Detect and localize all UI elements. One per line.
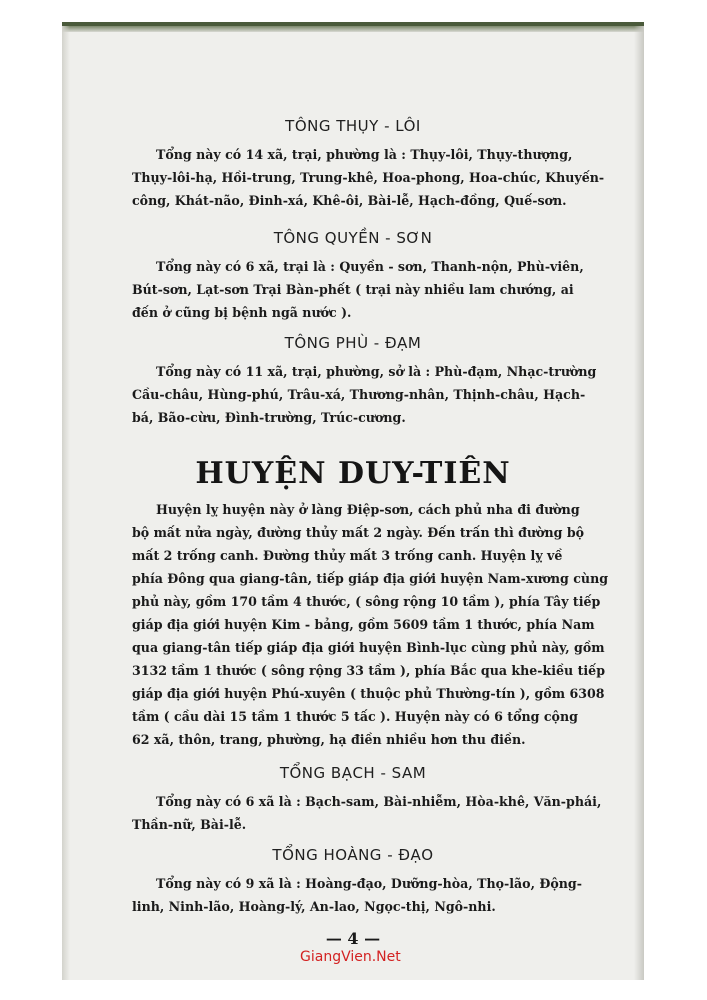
paragraph-line: 62 xã, thôn, trang, phường, hạ điền nhiều hơn thu điền. [132,732,526,747]
paragraph-line: bá, Bão-cừu, Đình-trường, Trúc-cương. [132,410,406,425]
paragraph-line: Bút-sơn, Lạt-sơn Trại Bàn-phết ( trại này nhiều lam chướng, ai [132,282,574,297]
paragraph-line: công, Khát-não, Đinh-xá, Khê-ôi, Bài-lễ, Hạch-đồng, Quế-sơn. [132,193,567,208]
section-paragraph-quyen-son [132,255,632,324]
section-heading-bach-sam: TỔNG BẠCH - SAM [279,764,427,782]
section-paragraph-thuy-loi [132,143,632,212]
paragraph-line: Thụy-lôi-hạ, Hồi-trung, Trung-khê, Hoa-phong, Hoa-chúc, Khuyến- [132,170,605,185]
page-right-shadow [634,26,644,980]
page-left-shadow [62,26,70,980]
section-paragraph-phu-dam [132,360,632,429]
section-heading-quyen-son: TÔNG QUYỀN - SƠN [273,229,433,247]
paragraph-line: giáp địa giới huyện Kim - bảng, gồm 5609 tầm 1 thước, phía Nam [132,617,595,632]
book-page [62,22,644,980]
paragraph-line: mất 2 trống canh. Đường thủy mất 3 trống canh. Huyện lỵ về [132,548,563,563]
district-description [132,498,632,751]
section-heading-hoang-dao: TỔNG HOÀNG - ĐẠO [272,846,434,864]
paragraph-line: Tổng này có 9 xã là : Hoàng-đạo, Dưỡng-hòa, Thọ-lão, Động- [156,876,582,891]
section-paragraph-bach-sam [132,790,632,836]
district-title: HUYỆN DUY-TIÊN [195,456,511,491]
paragraph-line: qua giang-tân tiếp giáp địa giới huyện Bình-lục cùng phủ này, gồm [132,640,605,655]
section-paragraph-hoang-dao [132,872,632,918]
paragraph-line: Tổng này có 6 xã, trại là : Quyền - sơn, Thanh-nộn, Phù-viên, [156,259,584,274]
paragraph-line: phía Đông qua giang-tân, tiếp giáp địa giới huyện Nam-xương cùng [132,571,609,586]
section-heading-phu-dam: TÔNG PHÙ - ĐẠM [284,334,422,352]
paragraph-line: Cầu-châu, Hùng-phú, Trâu-xá, Thương-nhân, Thịnh-châu, Hạch- [132,387,586,402]
paragraph-line: Tổng này có 14 xã, trại, phường là : Thụy-lôi, Thụy-thượng, [156,147,573,162]
paragraph-line: Huyện lỵ huyện này ở làng Điệp-sơn, cách phủ nha đi đường [156,502,580,517]
paragraph-line: phủ này, gồm 170 tầm 4 thước, ( sông rộng 10 tầm ), phía Tây tiếp [132,594,601,609]
page-number: — 4 — [325,929,381,948]
paragraph-line: bộ mất nửa ngày, đường thủy mất 2 ngày. Đến trấn thì đường bộ [132,525,585,540]
section-heading-thuy-loi: TÔNG THỤY - LÔI [285,117,421,135]
paragraph-line: giáp địa giới huyện Phú-xuyên ( thuộc phủ Thường-tín ), gồm 6308 [132,686,605,701]
paragraph-line: đến ở cũng bị bệnh ngã nước ). [132,305,352,320]
paragraph-line: Thần-nữ, Bài-lễ. [132,817,247,832]
page-top-edge [62,26,644,32]
paragraph-line: tầm ( cầu dài 15 tầm 1 thước 5 tấc ). Huyện này có 6 tổng cộng [132,709,578,724]
paragraph-line: Tổng này có 11 xã, trại, phường, sở là : Phù-đạm, Nhạc-trường [156,364,597,379]
paragraph-line: 3132 tầm 1 thước ( sông rộng 33 tầm ), phía Bắc qua khe-kiều tiếp [132,663,605,678]
paragraph-line: Tổng này có 6 xã là : Bạch-sam, Bài-nhiễm, Hòa-khê, Văn-phái, [156,794,602,809]
paragraph-line: linh, Ninh-lão, Hoàng-lý, An-lao, Ngọc-thị, Ngô-nhi. [132,899,496,914]
site-watermark: GiangVien.Net [300,949,401,965]
